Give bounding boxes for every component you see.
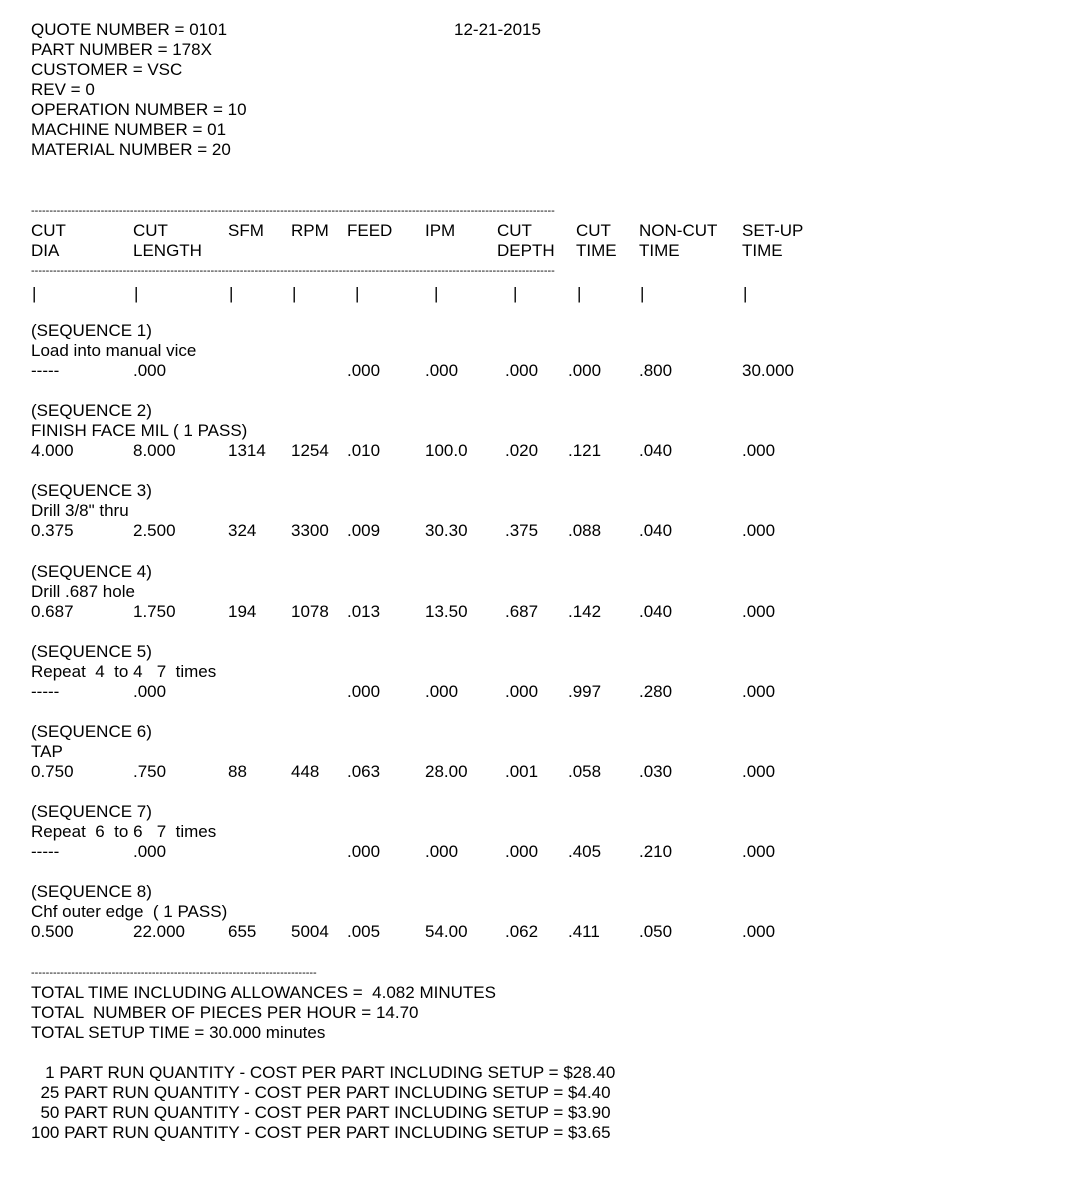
sequence-values-row bbox=[0, 762, 1086, 782]
value-sfm: 194 bbox=[228, 602, 257, 621]
value-cut-time: .121 bbox=[568, 441, 602, 460]
total-time: TOTAL TIME INCLUDING ALLOWANCES = 4.082 MINUTES bbox=[31, 983, 496, 1002]
value-rpm: 1078 bbox=[291, 602, 329, 621]
value-cut-time: .058 bbox=[568, 762, 602, 781]
sequence-description: Repeat 4 to 4 7 times bbox=[31, 662, 217, 681]
value-non-cut-time: .050 bbox=[639, 922, 673, 941]
value-cut-dia: 0.375 bbox=[31, 521, 74, 540]
value-non-cut-time: .210 bbox=[639, 842, 673, 861]
marker: | bbox=[743, 284, 748, 303]
value-setup-time: .000 bbox=[742, 441, 776, 460]
value-cut-depth: .020 bbox=[505, 441, 539, 460]
sequence-description: TAP bbox=[31, 742, 63, 761]
marker: | bbox=[434, 284, 439, 303]
value-cut-depth: .000 bbox=[505, 842, 539, 861]
value-cut-time: .142 bbox=[568, 602, 602, 621]
col-cut-length-2: LENGTH bbox=[133, 241, 202, 260]
sequence-description: Drill 3/8" thru bbox=[31, 501, 129, 520]
value-feed: .005 bbox=[347, 922, 381, 941]
value-feed: .000 bbox=[347, 842, 381, 861]
value-ipm: 30.30 bbox=[425, 521, 468, 540]
marker: | bbox=[134, 284, 139, 303]
cost-line-100: 100 PART RUN QUANTITY - COST PER PART INCLUDING SETUP = $3.65 bbox=[31, 1123, 611, 1142]
value-non-cut-time: .280 bbox=[639, 682, 673, 701]
value-cut-length: 22.000 bbox=[133, 922, 185, 941]
sequence-title: (SEQUENCE 7) bbox=[31, 802, 152, 821]
sequence-description: Chf outer edge ( 1 PASS) bbox=[31, 902, 228, 921]
sequence-description: Load into manual vice bbox=[31, 341, 197, 360]
total-setup-time: TOTAL SETUP TIME = 30.000 minutes bbox=[31, 1023, 326, 1042]
separator-header: ----------------------------------------------------------------------------------------------------------------------------------------------- bbox=[31, 266, 555, 277]
value-feed: .063 bbox=[347, 762, 381, 781]
operation-number: OPERATION NUMBER = 10 bbox=[31, 100, 247, 119]
col-cut-depth-1: CUT bbox=[497, 221, 532, 240]
col-cut-length-1: CUT bbox=[133, 221, 168, 240]
value-non-cut-time: .040 bbox=[639, 441, 673, 460]
value-setup-time: .000 bbox=[742, 922, 776, 941]
separator-top: ----------------------------------------------------------------------------------------------------------------------------------------------- bbox=[31, 206, 555, 217]
value-cut-dia: 0.500 bbox=[31, 922, 74, 941]
value-rpm: 448 bbox=[291, 762, 320, 781]
sequence-description: Repeat 6 to 6 7 times bbox=[31, 822, 217, 841]
marker: | bbox=[32, 284, 37, 303]
col-setup-2: TIME bbox=[742, 241, 783, 260]
sequence-values-row bbox=[0, 521, 1086, 541]
value-feed: .013 bbox=[347, 602, 381, 621]
column-header-row-1 bbox=[0, 221, 1086, 241]
value-feed: .009 bbox=[347, 521, 381, 540]
value-ipm: .000 bbox=[425, 361, 459, 380]
value-cut-length: .750 bbox=[133, 762, 167, 781]
quote-number: QUOTE NUMBER = 0101 bbox=[31, 20, 228, 39]
value-non-cut-time: .030 bbox=[639, 762, 673, 781]
value-cut-dia: 0.687 bbox=[31, 602, 74, 621]
value-ipm: .000 bbox=[425, 682, 459, 701]
revision: REV = 0 bbox=[31, 80, 95, 99]
column-markers bbox=[0, 284, 1086, 304]
value-sfm: 324 bbox=[228, 521, 257, 540]
value-feed: .000 bbox=[347, 361, 381, 380]
part-number: PART NUMBER = 178X bbox=[31, 40, 212, 59]
sequence-title: (SEQUENCE 1) bbox=[31, 321, 152, 340]
cost-line-25: 25 PART RUN QUANTITY - COST PER PART INCLUDING SETUP = $4.40 bbox=[31, 1083, 611, 1102]
sequence-title: (SEQUENCE 3) bbox=[31, 481, 152, 500]
value-cut-time: .411 bbox=[568, 922, 600, 941]
sequence-values-row bbox=[0, 441, 1086, 461]
value-cut-depth: .687 bbox=[505, 602, 539, 621]
value-ipm: 13.50 bbox=[425, 602, 468, 621]
column-header-row-2 bbox=[0, 241, 1086, 261]
value-cut-dia: 0.750 bbox=[31, 762, 74, 781]
value-ipm: 100.0 bbox=[425, 441, 468, 460]
sequence-values-row bbox=[0, 602, 1086, 622]
value-feed: .010 bbox=[347, 441, 381, 460]
value-sfm: 1314 bbox=[228, 441, 266, 460]
value-setup-time: .000 bbox=[742, 762, 776, 781]
value-cut-time: .997 bbox=[568, 682, 602, 701]
marker: | bbox=[640, 284, 645, 303]
value-cut-depth: .062 bbox=[505, 922, 539, 941]
value-setup-time: .000 bbox=[742, 521, 776, 540]
sequence-title: (SEQUENCE 5) bbox=[31, 642, 152, 661]
marker: | bbox=[577, 284, 582, 303]
value-cut-depth: .001 bbox=[505, 762, 539, 781]
value-cut-time: .405 bbox=[568, 842, 602, 861]
cost-line-1: 1 PART RUN QUANTITY - COST PER PART INCLUDING SETUP = $28.40 bbox=[31, 1063, 616, 1082]
value-ipm: 28.00 bbox=[425, 762, 468, 781]
separator-totals: ------------------------------------------------------------------------------ bbox=[31, 968, 317, 979]
value-cut-length: 1.750 bbox=[133, 602, 176, 621]
value-cut-time: .000 bbox=[568, 361, 602, 380]
marker: | bbox=[229, 284, 234, 303]
value-non-cut-time: .800 bbox=[639, 361, 673, 380]
col-ipm: IPM bbox=[425, 221, 456, 240]
marker: | bbox=[355, 284, 360, 303]
report-date: 12-21-2015 bbox=[454, 20, 541, 39]
value-sfm: 655 bbox=[228, 922, 257, 941]
value-rpm: 1254 bbox=[291, 441, 329, 460]
total-pieces-per-hour: TOTAL NUMBER OF PIECES PER HOUR = 14.70 bbox=[31, 1003, 419, 1022]
value-cut-length: .000 bbox=[133, 682, 167, 701]
col-non-cut-1: NON-CUT bbox=[639, 221, 718, 240]
sequence-title: (SEQUENCE 6) bbox=[31, 722, 152, 741]
col-cut-depth-2: DEPTH bbox=[497, 241, 555, 260]
value-cut-depth: .000 bbox=[505, 361, 539, 380]
value-cut-length: 2.500 bbox=[133, 521, 176, 540]
value-setup-time: .000 bbox=[742, 682, 776, 701]
value-rpm: 3300 bbox=[291, 521, 329, 540]
value-cut-dia: 4.000 bbox=[31, 441, 74, 460]
col-feed: FEED bbox=[347, 221, 393, 240]
value-cut-length: .000 bbox=[133, 842, 167, 861]
cost-line-50: 50 PART RUN QUANTITY - COST PER PART INCLUDING SETUP = $3.90 bbox=[31, 1103, 611, 1122]
value-rpm: 5004 bbox=[291, 922, 329, 941]
col-cut-dia-1: CUT bbox=[31, 221, 66, 240]
value-cut-depth: .000 bbox=[505, 682, 539, 701]
value-ipm: .000 bbox=[425, 842, 459, 861]
value-cut-time: .088 bbox=[568, 521, 602, 540]
material-number: MATERIAL NUMBER = 20 bbox=[31, 140, 231, 159]
marker: | bbox=[513, 284, 518, 303]
value-cut-dia: ----- bbox=[31, 361, 60, 380]
value-sfm: 88 bbox=[228, 762, 247, 781]
sequence-values-row bbox=[0, 842, 1086, 862]
value-non-cut-time: .040 bbox=[639, 602, 673, 621]
col-cut-time-1: CUT bbox=[576, 221, 611, 240]
sequence-title: (SEQUENCE 8) bbox=[31, 882, 152, 901]
sequence-title: (SEQUENCE 4) bbox=[31, 562, 152, 581]
marker: | bbox=[292, 284, 297, 303]
value-ipm: 54.00 bbox=[425, 922, 468, 941]
col-rpm: RPM bbox=[291, 221, 329, 240]
sequence-values-row bbox=[0, 922, 1086, 942]
value-cut-dia: ----- bbox=[31, 682, 60, 701]
sequence-values-row bbox=[0, 361, 1086, 381]
value-cut-dia: ----- bbox=[31, 842, 60, 861]
col-non-cut-2: TIME bbox=[639, 241, 680, 260]
col-sfm: SFM bbox=[228, 221, 264, 240]
value-setup-time: .000 bbox=[742, 602, 776, 621]
col-cut-dia-2: DIA bbox=[31, 241, 60, 260]
value-setup-time: .000 bbox=[742, 842, 776, 861]
machine-number: MACHINE NUMBER = 01 bbox=[31, 120, 227, 139]
sequence-description: FINISH FACE MIL ( 1 PASS) bbox=[31, 421, 248, 440]
customer: CUSTOMER = VSC bbox=[31, 60, 183, 79]
value-cut-length: .000 bbox=[133, 361, 167, 380]
col-cut-time-2: TIME bbox=[576, 241, 617, 260]
value-non-cut-time: .040 bbox=[639, 521, 673, 540]
value-cut-depth: .375 bbox=[505, 521, 539, 540]
value-feed: .000 bbox=[347, 682, 381, 701]
sequence-description: Drill .687 hole bbox=[31, 582, 135, 601]
value-cut-length: 8.000 bbox=[133, 441, 176, 460]
col-setup-1: SET-UP bbox=[742, 221, 804, 240]
sequence-title: (SEQUENCE 2) bbox=[31, 401, 152, 420]
value-setup-time: 30.000 bbox=[742, 361, 794, 380]
sequence-values-row bbox=[0, 682, 1086, 702]
